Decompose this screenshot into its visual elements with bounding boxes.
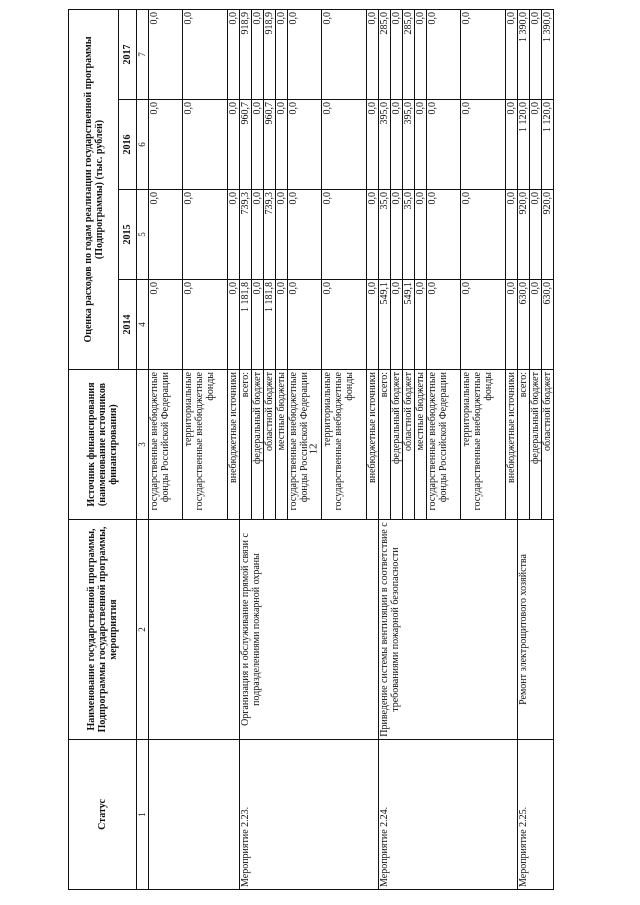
measure-status: Мероприятие 2.24. [379, 740, 518, 890]
index-cell: 7 [137, 9, 149, 99]
value-cell: 918,9 [240, 9, 252, 99]
value-cell: 35,0 [403, 190, 415, 280]
source-cell: территориальные государственные внебюджетные фонды [461, 370, 506, 520]
value-cell: 0,0 [228, 280, 240, 370]
value-cell: 0,0 [415, 190, 427, 280]
value-cell: 0,0 [427, 9, 461, 99]
value-cell: 739,3 [264, 190, 276, 280]
value-cell: 920,0 [542, 190, 554, 280]
value-cell: 0,0 [391, 9, 403, 99]
source-cell: местные бюджеты [276, 370, 288, 520]
value-cell: 0,0 [367, 100, 379, 190]
value-cell: 0,0 [322, 9, 367, 99]
source-cell: местные бюджеты [415, 370, 427, 520]
index-cell: 6 [137, 100, 149, 190]
value-cell: 0,0 [228, 190, 240, 280]
value-cell: 920,0 [518, 190, 530, 280]
source-cell: всего: [240, 370, 252, 520]
source-cell: внебюджетные источники [506, 370, 518, 520]
header-year: 2014 [119, 280, 137, 370]
table-row [149, 9, 183, 889]
value-cell: 0,0 [506, 9, 518, 99]
value-cell: 0,0 [322, 100, 367, 190]
value-cell: 395,0 [379, 100, 391, 190]
value-cell: 1 390,0 [518, 9, 530, 99]
index-cell: 1 [137, 740, 149, 890]
source-cell: территориальные государственные внебюджетные фонды [183, 370, 228, 520]
source-cell: областной бюджет [264, 370, 276, 520]
measure-name: Ремонт электрощитового хозяйства [518, 520, 554, 740]
value-cell: 0,0 [276, 100, 288, 190]
source-cell: всего: [518, 370, 530, 520]
value-cell: 0,0 [367, 190, 379, 280]
value-cell: 0,0 [530, 280, 542, 370]
value-cell: 0,0 [276, 190, 288, 280]
value-cell: 0,0 [461, 280, 506, 370]
value-cell: 0,0 [427, 280, 461, 370]
index-cell: 3 [137, 370, 149, 520]
value-cell: 0,0 [461, 9, 506, 99]
value-cell: 918,9 [264, 9, 276, 99]
table-row [379, 9, 391, 889]
value-cell: 0,0 [183, 9, 228, 99]
header-source: Источник финансирования (наименование источников финансирования) [69, 370, 137, 520]
value-cell: 0,0 [183, 190, 228, 280]
value-cell: 0,0 [427, 190, 461, 280]
value-cell: 0,0 [391, 280, 403, 370]
value-cell: 0,0 [228, 100, 240, 190]
header-estimate: Оценка расходов по годам реализации государственной программы (Подпрограммы) (тыс. рублей) [69, 9, 119, 369]
value-cell: 0,0 [183, 280, 228, 370]
table-row [518, 9, 530, 889]
value-cell: 549,1 [403, 280, 415, 370]
name-cell [149, 520, 240, 740]
value-cell: 0,0 [252, 100, 264, 190]
source-cell: территориальные государственные внебюджетные фонды [322, 370, 367, 520]
value-cell: 0,0 [252, 280, 264, 370]
header-year: 2016 [119, 100, 137, 190]
value-cell: 285,0 [379, 9, 391, 99]
value-cell: 0,0 [149, 100, 183, 190]
value-cell: 0,0 [252, 190, 264, 280]
value-cell: 0,0 [530, 9, 542, 99]
value-cell: 0,0 [530, 100, 542, 190]
value-cell: 0,0 [183, 100, 228, 190]
source-cell: государственные внебюджетные фонды Российской Федерации [149, 370, 183, 520]
value-cell: 0,0 [506, 100, 518, 190]
status-cell [149, 740, 240, 890]
value-cell: 549,1 [379, 280, 391, 370]
value-cell: 0,0 [367, 9, 379, 99]
value-cell: 0,0 [149, 9, 183, 99]
value-cell: 960,7 [240, 100, 252, 190]
value-cell: 35,0 [379, 190, 391, 280]
value-cell: 0,0 [427, 100, 461, 190]
value-cell: 0,0 [506, 280, 518, 370]
source-cell: государственные внебюджетные фонды Российской Федерации [288, 370, 322, 520]
source-cell: федеральный бюджет [252, 370, 264, 520]
value-cell: 630,0 [542, 280, 554, 370]
header-status: Статус [69, 740, 137, 890]
value-cell: 739,3 [240, 190, 252, 280]
page-number: 12 [307, 443, 320, 455]
value-cell: 1 120,0 [542, 100, 554, 190]
value-cell: 0,0 [149, 190, 183, 280]
header-name: Наименование государственной программы, Подпрограммы государственной программы, мероприятия [69, 520, 137, 740]
value-cell: 285,0 [403, 9, 415, 99]
value-cell: 0,0 [276, 9, 288, 99]
value-cell: 0,0 [288, 9, 322, 99]
value-cell: 0,0 [415, 100, 427, 190]
value-cell: 0,0 [391, 100, 403, 190]
value-cell: 1 181,8 [264, 280, 276, 370]
source-cell: областной бюджет [542, 370, 554, 520]
index-row [137, 9, 149, 889]
value-cell: 960,7 [264, 100, 276, 190]
measure-status: Мероприятие 2.25. [518, 740, 554, 890]
header-year: 2015 [119, 190, 137, 280]
measure-name: Приведение системы вентиляции в соответствие с требованиями пожарной безопасности [379, 520, 518, 740]
value-cell: 0,0 [530, 190, 542, 280]
value-cell: 0,0 [252, 9, 264, 99]
index-cell: 5 [137, 190, 149, 280]
value-cell: 0,0 [322, 190, 367, 280]
value-cell: 0,0 [288, 280, 322, 370]
value-cell: 0,0 [367, 280, 379, 370]
value-cell: 0,0 [391, 190, 403, 280]
value-cell: 0,0 [461, 190, 506, 280]
value-cell: 395,0 [403, 100, 415, 190]
index-cell: 4 [137, 280, 149, 370]
value-cell: 1 181,8 [240, 280, 252, 370]
value-cell: 0,0 [415, 280, 427, 370]
value-cell: 1 390,0 [542, 9, 554, 99]
source-cell: федеральный бюджет [530, 370, 542, 520]
value-cell: 0,0 [322, 280, 367, 370]
measure-status: Мероприятие 2.23. [240, 740, 379, 890]
value-cell: 630,0 [518, 280, 530, 370]
measure-name: Организация и обслуживание прямой связи с подразделениями пожарной охраны [240, 520, 379, 740]
source-cell: всего: [379, 370, 391, 520]
value-cell: 0,0 [228, 9, 240, 99]
value-cell: 0,0 [506, 190, 518, 280]
value-cell: 0,0 [415, 9, 427, 99]
value-cell: 0,0 [276, 280, 288, 370]
rotated-table-container [68, 10, 568, 890]
value-cell: 1 120,0 [518, 100, 530, 190]
budget-table [68, 9, 554, 890]
header-year: 2017 [119, 9, 137, 99]
index-cell: 2 [137, 520, 149, 740]
value-cell: 0,0 [461, 100, 506, 190]
value-cell: 0,0 [149, 280, 183, 370]
source-cell: внебюджетные источники [228, 370, 240, 520]
source-cell: государственные внебюджетные фонды Российской Федерации [427, 370, 461, 520]
table-row [240, 9, 252, 889]
value-cell: 0,0 [288, 190, 322, 280]
source-cell: федеральный бюджет [391, 370, 403, 520]
value-cell: 0,0 [288, 100, 322, 190]
source-cell: внебюджетные источники [367, 370, 379, 520]
source-cell: областной бюджет [403, 370, 415, 520]
